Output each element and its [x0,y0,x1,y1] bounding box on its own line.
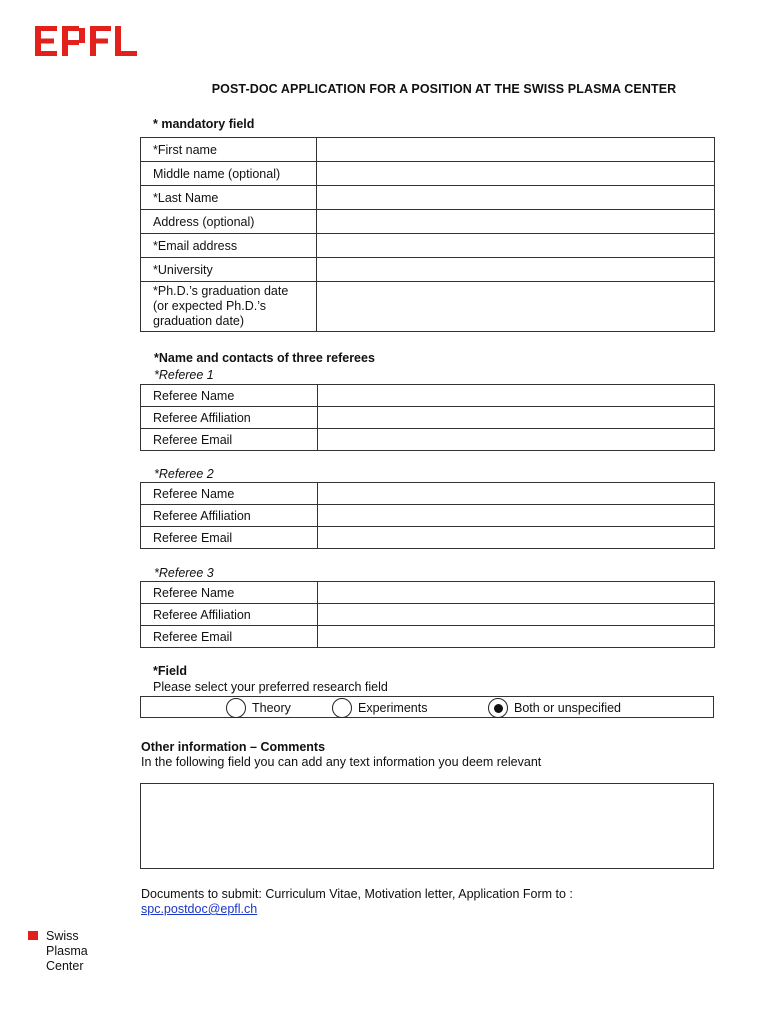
table-row [141,429,715,451]
referee-3-affiliation-cell [318,604,715,626]
referee-2-title: *Referee 2 [154,467,214,481]
referee-3-table [140,581,715,648]
referee-1-affiliation-label: Referee Affiliation [141,407,318,429]
table-row [141,626,715,648]
table-row [141,582,715,604]
referee-3-email-label: Referee Email [141,626,318,648]
referee-2-name-label: Referee Name [141,483,318,505]
comments-box [140,783,714,869]
field-heading: *Field [153,664,188,678]
table-row [141,138,715,162]
referee-1-affiliation-field[interactable] [318,411,714,425]
radio-circle-icon [332,698,352,718]
referee-3-email-cell [318,626,715,648]
referee-3-title: *Referee 3 [154,566,214,580]
referee-2-affiliation-field[interactable] [318,509,714,523]
field-instruction: Please select your preferred research field [153,680,388,694]
table-row [141,407,715,429]
university-cell [317,258,715,282]
applicant-table [140,137,715,332]
referee-1-email-cell [318,429,715,451]
table-row [141,385,715,407]
page-title: POST-DOC APPLICATION FOR A POSITION AT THE SWISS PLASMA CENTER [211,82,677,96]
research-field-group [140,696,714,718]
university-label: *University [141,258,317,282]
mandatory-note: * mandatory field [153,117,255,131]
referee-2-name-field[interactable] [318,487,714,501]
referee-2-name-cell [318,483,715,505]
graduation-date-field[interactable] [317,300,714,314]
radio-theory-label: Theory [252,701,291,715]
unit-line: Plasma [46,944,88,958]
table-row [141,186,715,210]
address-cell [317,210,715,234]
referee-2-email-label: Referee Email [141,527,318,549]
referee-1-affiliation-cell [318,407,715,429]
graduation-date-cell [317,282,715,332]
epfl-logo [35,26,137,56]
referee-2-affiliation-cell [318,505,715,527]
referee-3-affiliation-field[interactable] [318,608,714,622]
table-row [141,234,715,258]
referee-3-email-field[interactable] [318,630,714,644]
radio-experiments[interactable] [332,698,427,718]
spc-square-icon [28,931,38,940]
table-row [141,282,715,332]
referee-1-name-cell [318,385,715,407]
spc-unit-name [46,929,88,974]
referee-3-name-cell [318,582,715,604]
referee-1-email-label: Referee Email [141,429,318,451]
comments-field[interactable] [141,784,713,868]
radio-selected-icon [488,698,508,718]
table-row [141,527,715,549]
address-label: Address (optional) [141,210,317,234]
middle-name-cell [317,162,715,186]
comments-heading: Other information – Comments [141,740,326,754]
referee-3-name-field[interactable] [318,586,714,600]
email-cell [317,234,715,258]
referee-2-affiliation-label: Referee Affiliation [141,505,318,527]
unit-line: Center [46,959,84,973]
table-row [141,258,715,282]
referee-2-table [140,482,715,549]
table-row [141,162,715,186]
referee-3-name-label: Referee Name [141,582,318,604]
referees-heading: *Name and contacts of three referees [154,351,375,365]
radio-both-label: Both or unspecified [514,701,622,715]
email-label: *Email address [141,234,317,258]
comments-instruction: In the following field you can add any text information you deem relevant [141,755,542,769]
referee-2-email-cell [318,527,715,549]
last-name-label: *Last Name [141,186,317,210]
referee-2-email-field[interactable] [318,531,714,545]
last-name-cell [317,186,715,210]
referee-1-name-field[interactable] [318,389,714,403]
table-row [141,505,715,527]
graduation-date-label: *Ph.D.’s graduation date (or expected Ph.D.’s graduation date) [141,282,317,332]
first-name-cell [317,138,715,162]
radio-theory[interactable] [226,698,291,718]
unit-line: Swiss [46,929,79,943]
table-row [141,604,715,626]
documents-text: Documents to submit: Curriculum Vitae, Motivation letter, Application Form to : [141,887,573,901]
radio-experiments-label: Experiments [358,701,428,715]
middle-name-field[interactable] [317,167,714,181]
referee-1-name-label: Referee Name [141,385,318,407]
referee-1-email-field[interactable] [318,433,714,447]
table-row [141,483,715,505]
last-name-field[interactable] [317,191,714,205]
referee-1-title: *Referee 1 [154,368,214,382]
first-name-label: *First name [141,138,317,162]
email-field[interactable] [317,239,714,253]
university-field[interactable] [317,263,714,277]
address-field[interactable] [317,215,714,229]
email-link[interactable]: spc.postdoc@epfl.ch [141,902,258,916]
referee-3-affiliation-label: Referee Affiliation [141,604,318,626]
referee-1-table [140,384,715,451]
radio-circle-icon [226,698,246,718]
middle-name-label: Middle name (optional) [141,162,317,186]
first-name-field[interactable] [317,143,714,157]
radio-both-or-unspecified[interactable] [488,698,621,718]
table-row [141,210,715,234]
